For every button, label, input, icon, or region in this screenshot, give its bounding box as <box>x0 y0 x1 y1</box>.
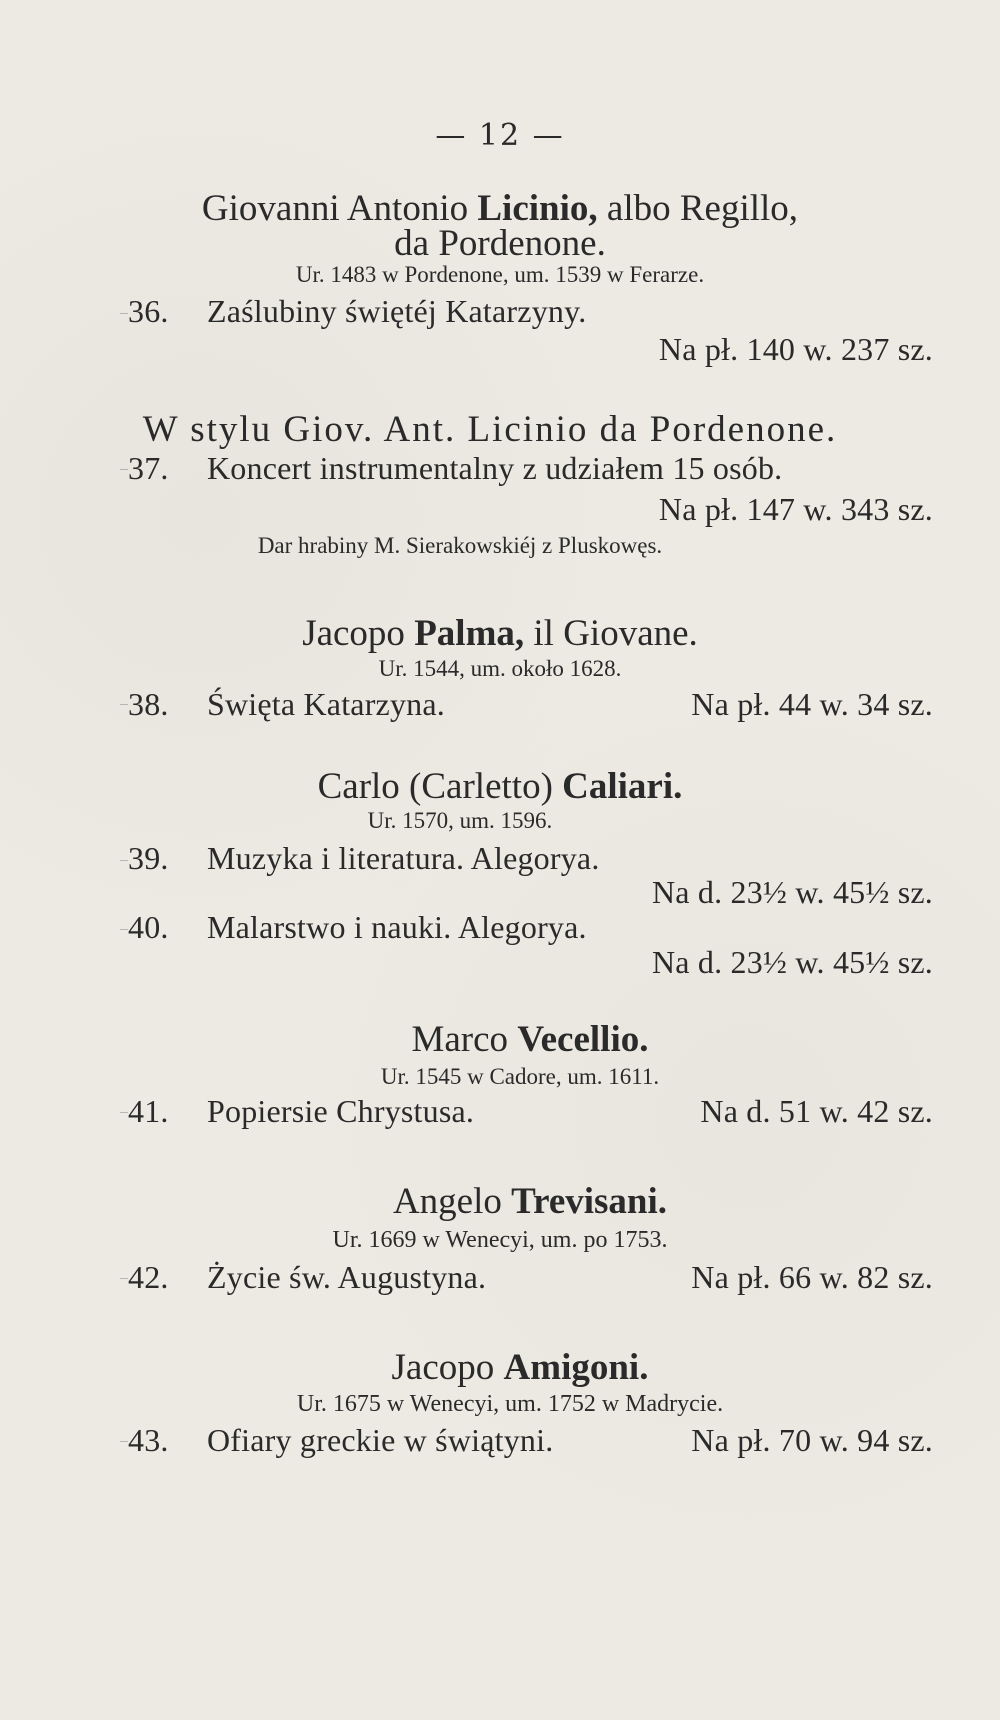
catalog-number: 39. <box>128 840 169 876</box>
artist-surname: Palma, <box>414 613 525 654</box>
donation-note-text: Dar hrabiny M. Sierakowskiéj z Pluskowęs. <box>257 533 663 558</box>
artist-dates-licinio <box>0 262 1000 288</box>
artist-surname: Vecellio. <box>517 1019 649 1060</box>
painting-title: Muzyka i literatura. Alegorya. <box>207 840 600 876</box>
dash-right: — <box>532 118 565 153</box>
artist-surname: Amigoni. <box>503 1347 649 1388</box>
artist-prefix: Angelo <box>392 1181 512 1222</box>
painting-title: Popiersie Chrystusa. <box>207 1093 475 1129</box>
style-heading <box>0 408 990 451</box>
margin-tick <box>120 1112 128 1113</box>
painting-measurement: Na pł. 147 w. 343 sz. <box>658 491 933 527</box>
margin-tick <box>120 860 128 861</box>
painting-measurement: Na d. 23½ w. 45½ sz. <box>652 874 933 910</box>
artist-heading-licinio-line-2 <box>0 222 1000 265</box>
margin-tick <box>120 704 128 705</box>
painting-measurement: Na pł. 66 w. 82 sz. <box>691 1259 933 1295</box>
artist-suffix: il Giovane. <box>524 613 698 654</box>
artist-dates-trevisani <box>0 1227 1000 1254</box>
margin-tick <box>120 1278 128 1279</box>
artist-prefix: Jacopo <box>391 1347 504 1388</box>
artist-heading-trevisani <box>30 1180 1000 1223</box>
artist-dates-palma <box>0 656 1000 682</box>
margin-tick <box>120 929 128 930</box>
artist-origin: da Pordenone. <box>394 223 606 264</box>
artist-dates: Ur. 1545 w Cadore, um. 1611. <box>380 1064 660 1089</box>
page-number: 12 <box>478 118 522 153</box>
painting-title: Malarstwo i nauki. Alegorya. <box>207 909 587 945</box>
painting-title: Zaślubiny świętéj Katarzyny. <box>207 293 587 329</box>
painting-measurement: Na d. 51 w. 42 sz. <box>700 1093 933 1129</box>
painting-measurement: Na pł. 44 w. 34 sz. <box>691 686 933 722</box>
painting-title: Święta Katarzyna. <box>207 686 445 722</box>
catalog-number: 38. <box>128 686 169 722</box>
artist-heading-amigoni <box>20 1346 1000 1389</box>
dash-left: — <box>435 118 479 153</box>
painting-measurement: Na pł. 140 w. 237 sz. <box>658 331 933 367</box>
artist-suffix: albo Regillo, <box>597 188 799 229</box>
page-header <box>0 118 1000 153</box>
artist-dates: Ur. 1483 w Pordenone, um. 1539 w Ferarze. <box>295 262 705 287</box>
painting-title: Ofiary greckie w świątyni. <box>207 1422 554 1458</box>
artist-heading-vecellio <box>30 1018 1000 1061</box>
artist-prefix: Jacopo <box>302 613 415 654</box>
artist-surname: Licinio, <box>477 188 598 229</box>
margin-tick <box>120 469 128 470</box>
painting-title: Życie św. Augustyna. <box>207 1259 487 1295</box>
style-heading-text: W stylu Giov. Ant. Licinio da Pordenone. <box>142 409 838 450</box>
artist-dates-caliari <box>0 808 960 834</box>
artist-dates: Ur. 1669 w Wenecyi, um. po 1753. <box>332 1227 668 1253</box>
artist-heading-palma <box>0 612 1000 655</box>
catalog-number: 42. <box>128 1259 169 1295</box>
catalog-number: 36. <box>128 293 169 329</box>
artist-prefix: Carlo (Carletto) <box>317 766 563 807</box>
artist-heading-caliari <box>0 765 1000 808</box>
artist-dates: Ur. 1570, um. 1596. <box>367 808 553 833</box>
margin-tick <box>120 1441 128 1442</box>
painting-measurement: Na pł. 70 w. 94 sz. <box>691 1422 933 1458</box>
painting-title: Koncert instrumentalny z udziałem 15 osób. <box>207 450 783 486</box>
artist-prefix: Giovanni Antonio <box>201 188 478 229</box>
margin-tick <box>120 313 128 314</box>
artist-prefix: Marco <box>411 1019 518 1060</box>
donation-note <box>0 533 960 559</box>
painting-measurement: Na d. 23½ w. 45½ sz. <box>652 944 933 980</box>
catalog-number: 40. <box>128 909 169 945</box>
artist-surname: Caliari. <box>562 766 683 807</box>
catalog-number: 37. <box>128 450 169 486</box>
catalog-number: 41. <box>128 1093 169 1129</box>
artist-dates: Ur. 1675 w Wenecyi, um. 1752 w Madrycie. <box>296 1391 724 1417</box>
artist-dates-amigoni <box>10 1391 1000 1418</box>
artist-surname: Trevisani. <box>511 1181 668 1222</box>
artist-dates-vecellio <box>20 1064 1000 1090</box>
artist-dates: Ur. 1544, um. około 1628. <box>378 656 622 681</box>
catalog-number: 43. <box>128 1422 169 1458</box>
